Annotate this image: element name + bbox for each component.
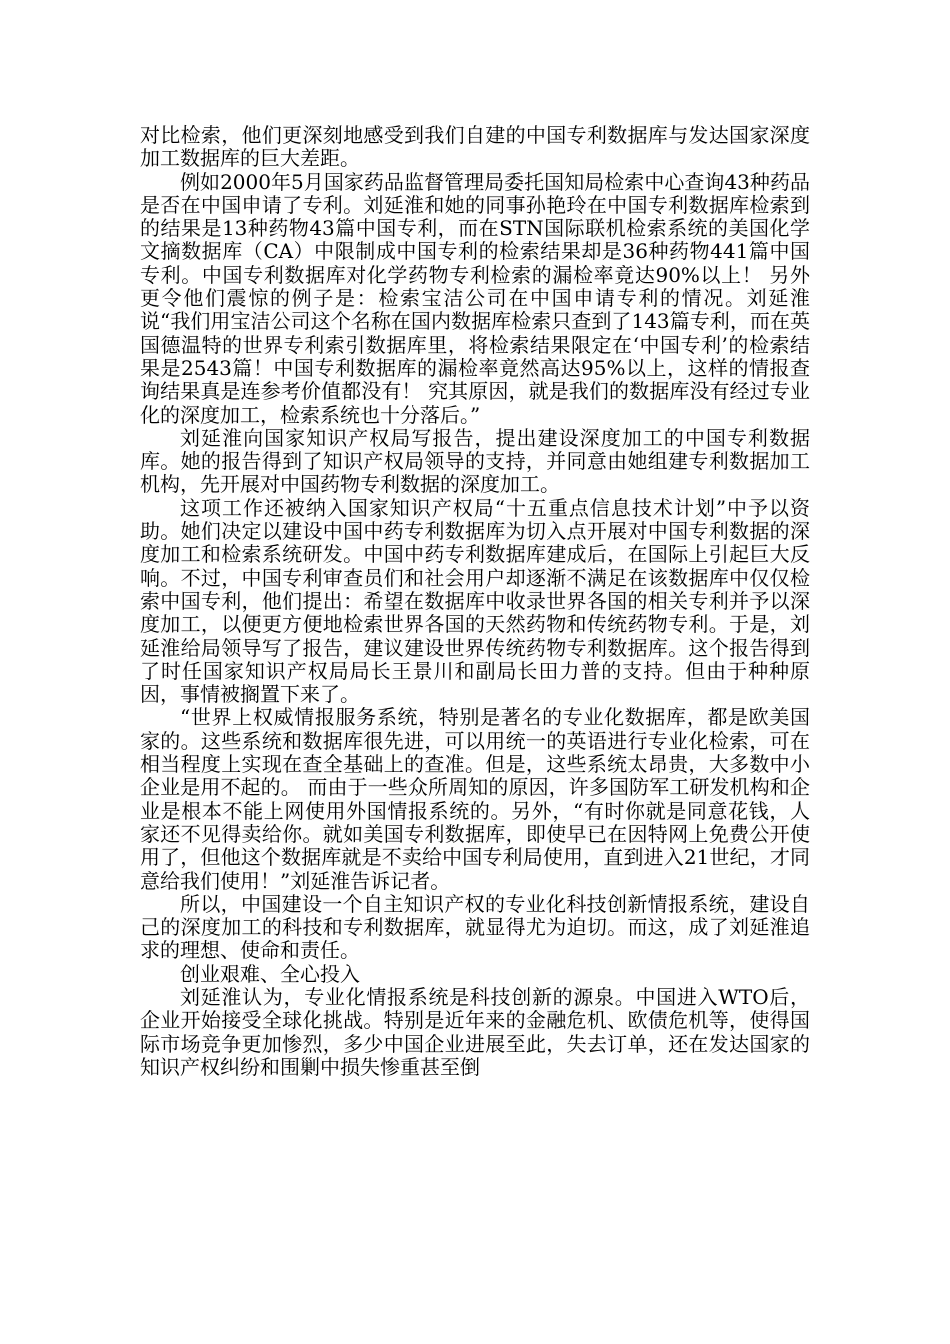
section-heading: 创业艰难、全心投入 — [180, 961, 360, 986]
paragraph-1: 对比检索，他们更深刻地感受到我们自建的中国专利数据库与发达国家深度加工数据库的巨大差距。 — [140, 123, 810, 171]
document-page — [140, 124, 810, 1079]
paragraph-5: “世界上权威情报服务系统，特别是著名的专业化数据库，都是欧美国家的。这些系统和数据库很先进，可以用统一的英语进行专业化检索，可在相当程度上实现在查全基础上的查准。但是，这些系统太昂贵，大多数中小企业是用不起的。 而由于一些众所周知的原因，许多国防军工研发机构和企业是根本不能上网使用外国情报系统的。另外，“有时你就是同意花钱，人家还不见得卖给你。就如美国专利数据库，即使早已在因特网上免费公开使用了，但他这个数据库就是不卖给中国专利局使用，直到进入21世纪，才同意给我们使用！”刘延淮告诉记者。 — [140, 705, 810, 893]
paragraph-3: 刘延淮向国家知识产权局写报告，提出建设深度加工的中国专利数据库。她的报告得到了知识产权局领导的支持，并同意由她组建专利数据加工机构，先开展对中国药物专利数据的深度加工。 — [140, 425, 810, 497]
paragraph-4: 这项工作还被纳入国家知识产权局“十五重点信息技术计划”中予以资助。她们决定以建设中国中药专利数据库为切入点开展对中国专利数据的深度加工和检索系统研发。中国中药专利数据库建成后，在国际上引起巨大反响。不过，中国专利审查员们和社会用户却逐渐不满足在该数据库中仅仅检索中国专利，他们提出：希望在数据库中收录世界各国的相关专利并予以深度加工，以便更方便地检索世界各国的天然药物和传统药物专利。于是，刘延淮给局领导写了报告，建议建设世界传统药物专利数据库。这个报告得到了时任国家知识产权局局长王景川和副局长田力普的支持。但由于种种原因，事情被搁置下来了。 — [140, 495, 810, 707]
paragraph-2: 例如2000年5月国家药品监督管理局委托国知局检索中心查询43种药品是否在中国申请了专利。刘延淮和她的同事孙艳玲在中国专利数据库检索到的结果是13种药物43篇中国专利，而在STN国际联机检索系统的美国化学文摘数据库（CA）中限制成中国专利的检索结果却是36种药物441篇中国专利。中国专利数据库对化学药物专利检索的漏检率竟达90%以上！ 另外更令他们震惊的例子是：检索宝洁公司在中国申请专利的情况。刘延淮说“我们用宝洁公司这个名称在国内数据库检索只查到了143篇专利，而在英国德温特的世界专利索引数据库里，将检索结果限定在‘中国专利’的检索结果是2543篇！中国专利数据库的漏检率竟然高达95%以上，这样的情报查询结果真是连参考价值都没有！ 究其原因，就是我们的数据库没有经过专业化的深度加工，检索系统也十分落后。” — [140, 169, 810, 427]
paragraph-6: 所以，中国建设一个自主知识产权的专业化科技创新情报系统，建设自己的深度加工的科技和专利数据库，就显得尤为迫切。而这，成了刘延淮追求的理想、使命和责任。 — [140, 891, 810, 963]
paragraph-7: 刘延淮认为，专业化情报系统是科技创新的源泉。中国进入WTO后，企业开始接受全球化挑战。特别是近年来的金融危机、欧债危机等，使得国际市场竞争更加惨烈，多少中国企业进展至此，失去订单，还在发达国家的知识产权纠纷和围剿中损失惨重甚至倒 — [140, 984, 810, 1079]
